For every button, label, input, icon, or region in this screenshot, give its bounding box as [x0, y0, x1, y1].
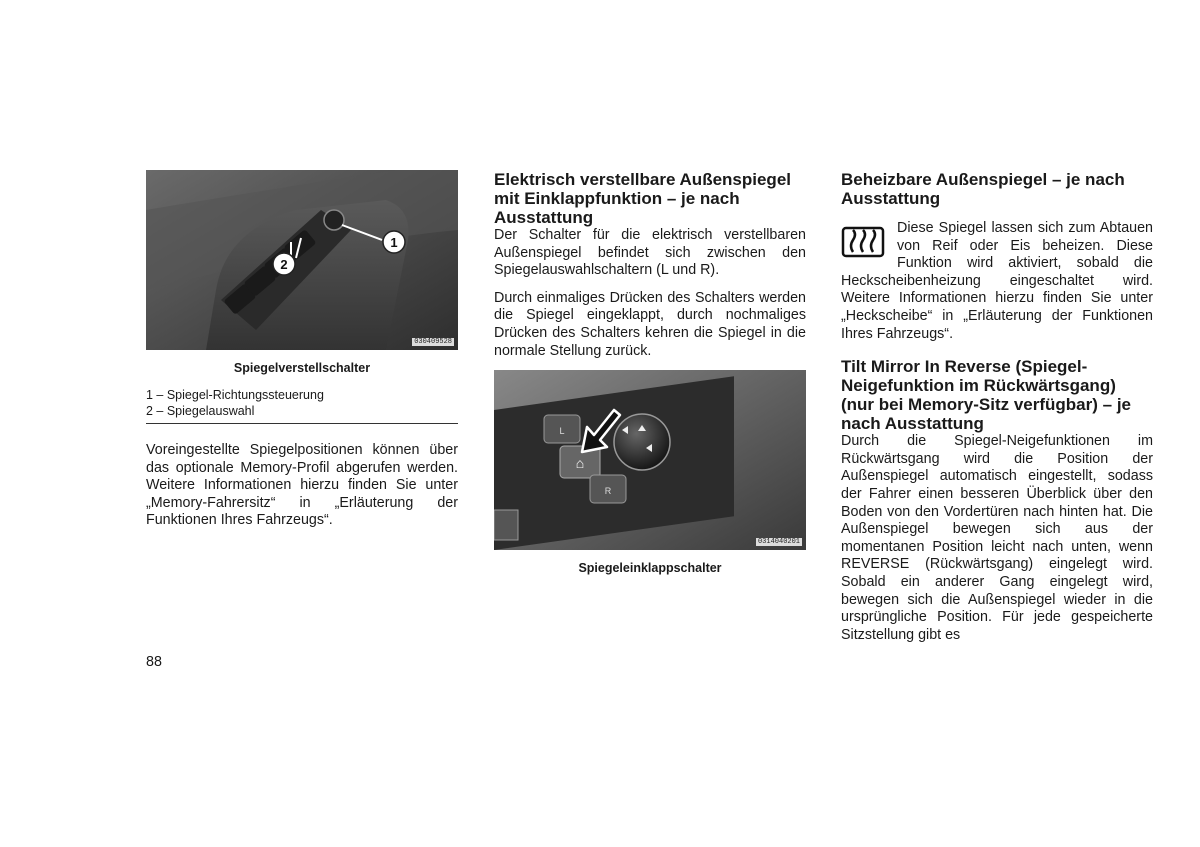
section-heading: Tilt Mirror In Reverse (Spiegel-Neigefunktion im Rückwärtsgang) (nur bei Memory-Sitz verfügbar) – je nach Ausstattung [841, 357, 1131, 434]
right-column [841, 170, 1153, 654]
body-paragraph: Voreingestellte Spiegelpositionen können über das optionale Memory-Profil abgerufen werden. Weitere Informationen hierzu finden Sie unter „Memory-Fahrersitz“ in „Erläuterung der Funktionen Ihres Fahrzeugs“. [146, 442, 458, 529]
callout-1: 1 [390, 235, 398, 250]
legend-item: 1 – Spiegel-Richtungssteuerung [146, 388, 324, 402]
figure-caption: Spiegelverstellschalter [233, 361, 371, 375]
section-heading: Beheizbare Außenspiegel – je nach Ausstattung [841, 170, 1125, 208]
fold-switch-illustration [494, 370, 806, 550]
body-text: Diese Spiegel lassen sich zum Abtauen von Reif oder Eis beheizen. Diese Funktion wird aktiviert, sobald die Heckscheibenheizung eingeschaltet wird. Weitere Informationen hierzu finden Sie unter „Heckscheibe“ in „Erläuterung der Funktionen Ihres Fahrzeugs“. [841, 220, 1153, 342]
button-r-label: R [604, 486, 612, 497]
figure-legend [146, 387, 458, 424]
svg-text:⌂: ⌂ [575, 455, 585, 472]
door-panel-illustration [146, 170, 458, 350]
page-number: 88 [146, 654, 162, 670]
figure-code: 0314040201 [757, 538, 800, 547]
body-paragraph: Durch die Spiegel-Neigefunktionen im Rückwärtsgang wird die Position der Außenspiegel automatisch eingestellt, sodass der Fahrer einen besseren Überblick über den Boden von den Vordertüren nach hinten hat. Die Außenspiegel bewegen sich aus der momentanen Position leicht nach unten, wenn REVERSE (Rückwärtsgang) eingelegt wird. Sobald ein anderer Gang eingelegt wird, bewegen sich die Außenspiegel wieder in die ursprüngliche Position. Für jede gespeicherte Sitzstellung gibt es [841, 433, 1153, 643]
callout-2: 2 [280, 257, 288, 272]
left-column [146, 170, 458, 540]
rear-defrost-icon [841, 226, 885, 258]
middle-column [494, 170, 806, 575]
heated-mirror-paragraph [841, 220, 1153, 343]
button-l-label: L [559, 426, 565, 437]
fold-switch-photo [494, 370, 806, 550]
figure-caption: Spiegeleinklappschalter [578, 561, 722, 576]
body-paragraph: Durch einmaliges Drücken des Schalters werden die Spiegel eingeklappt, durch nochmaliges Drücken des Schalters kehren die Spiegel in die normale Stellung zurück. [494, 289, 806, 359]
body-paragraph: Der Schalter für die elektrisch verstellbaren Außenspiegel befindet sich zwischen den Spiegelauswahlschaltern (L und R). [494, 227, 806, 279]
legend-item: 2 – Spiegelauswahl [146, 404, 255, 418]
section-heading: Elektrisch verstellbare Außenspiegel mit Einklappfunktion – je nach Ausstattung [494, 170, 791, 227]
figure-code: 030409528 [414, 338, 452, 346]
mirror-control-photo [146, 170, 458, 350]
